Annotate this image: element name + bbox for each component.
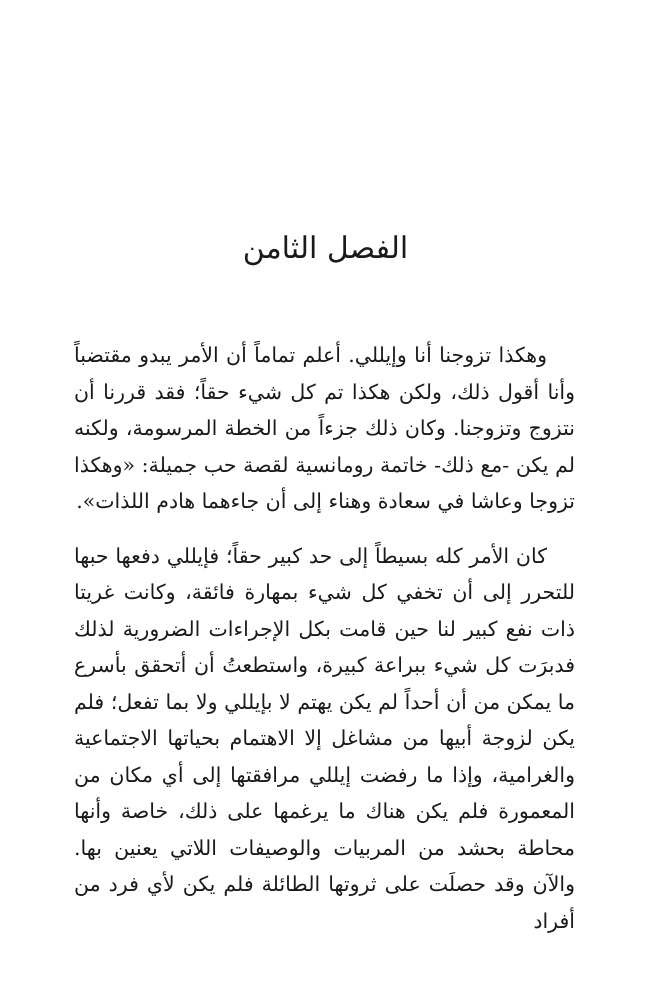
chapter-body bbox=[74, 337, 575, 939]
chapter-title: الفصل الثامن bbox=[242, 231, 409, 266]
paragraph-1: وهكذا تزوجنا أنا وإيللي. أعلم تماماً أن الأمر يبدو مقتضباً وأنا أقول ذلك، ولكن هكذا تم كل شيء حقاً؛ فقد قررنا أن نتزوج وتزوجنا. وكان ذلك جزءاً من الخطة المرسومة، ولكنه لم يكن -مع ذلك- خاتمة رومانسية لقصة حب جميلة: «وهكذا تزوجا وعاشا في سعادة وهناء إلى أن جاءهما هادم اللذات». bbox=[74, 343, 575, 513]
paragraph-2: كان الأمر كله بسيطاً إلى حد كبير حقاً؛ فإيللي دفعها حبها للتحرر إلى أن تخفي كل شيء بمهارة فائقة، وكانت غريتا ذات نفع كبير لنا حين قامت بكل الإجراءات الضرورية لذلك فدبرَت كل شيء ببراعة كبيرة، واستطعتُ أن أتحقق بأسرع ما يمكن من أن أحداً لم يكن يهتم لا بإيللي ولا بما تفعل؛ فلم يكن لزوجة أبيها من مشاغل إلا الاهتمام بحياتها الاجتماعية والغرامية، وإذا ما رفضت إيللي مرافقتها إلى أي مكان من المعمورة فلم يكن هناك ما يرغمها على ذلك، خاصة وأنها محاطة بحشد من المربيات والوصيفات اللاتي يعنين بها. والآن وقد حصلَت على ثروتها الطائلة فلم يكن لأي فرد من أفراد bbox=[74, 543, 575, 933]
